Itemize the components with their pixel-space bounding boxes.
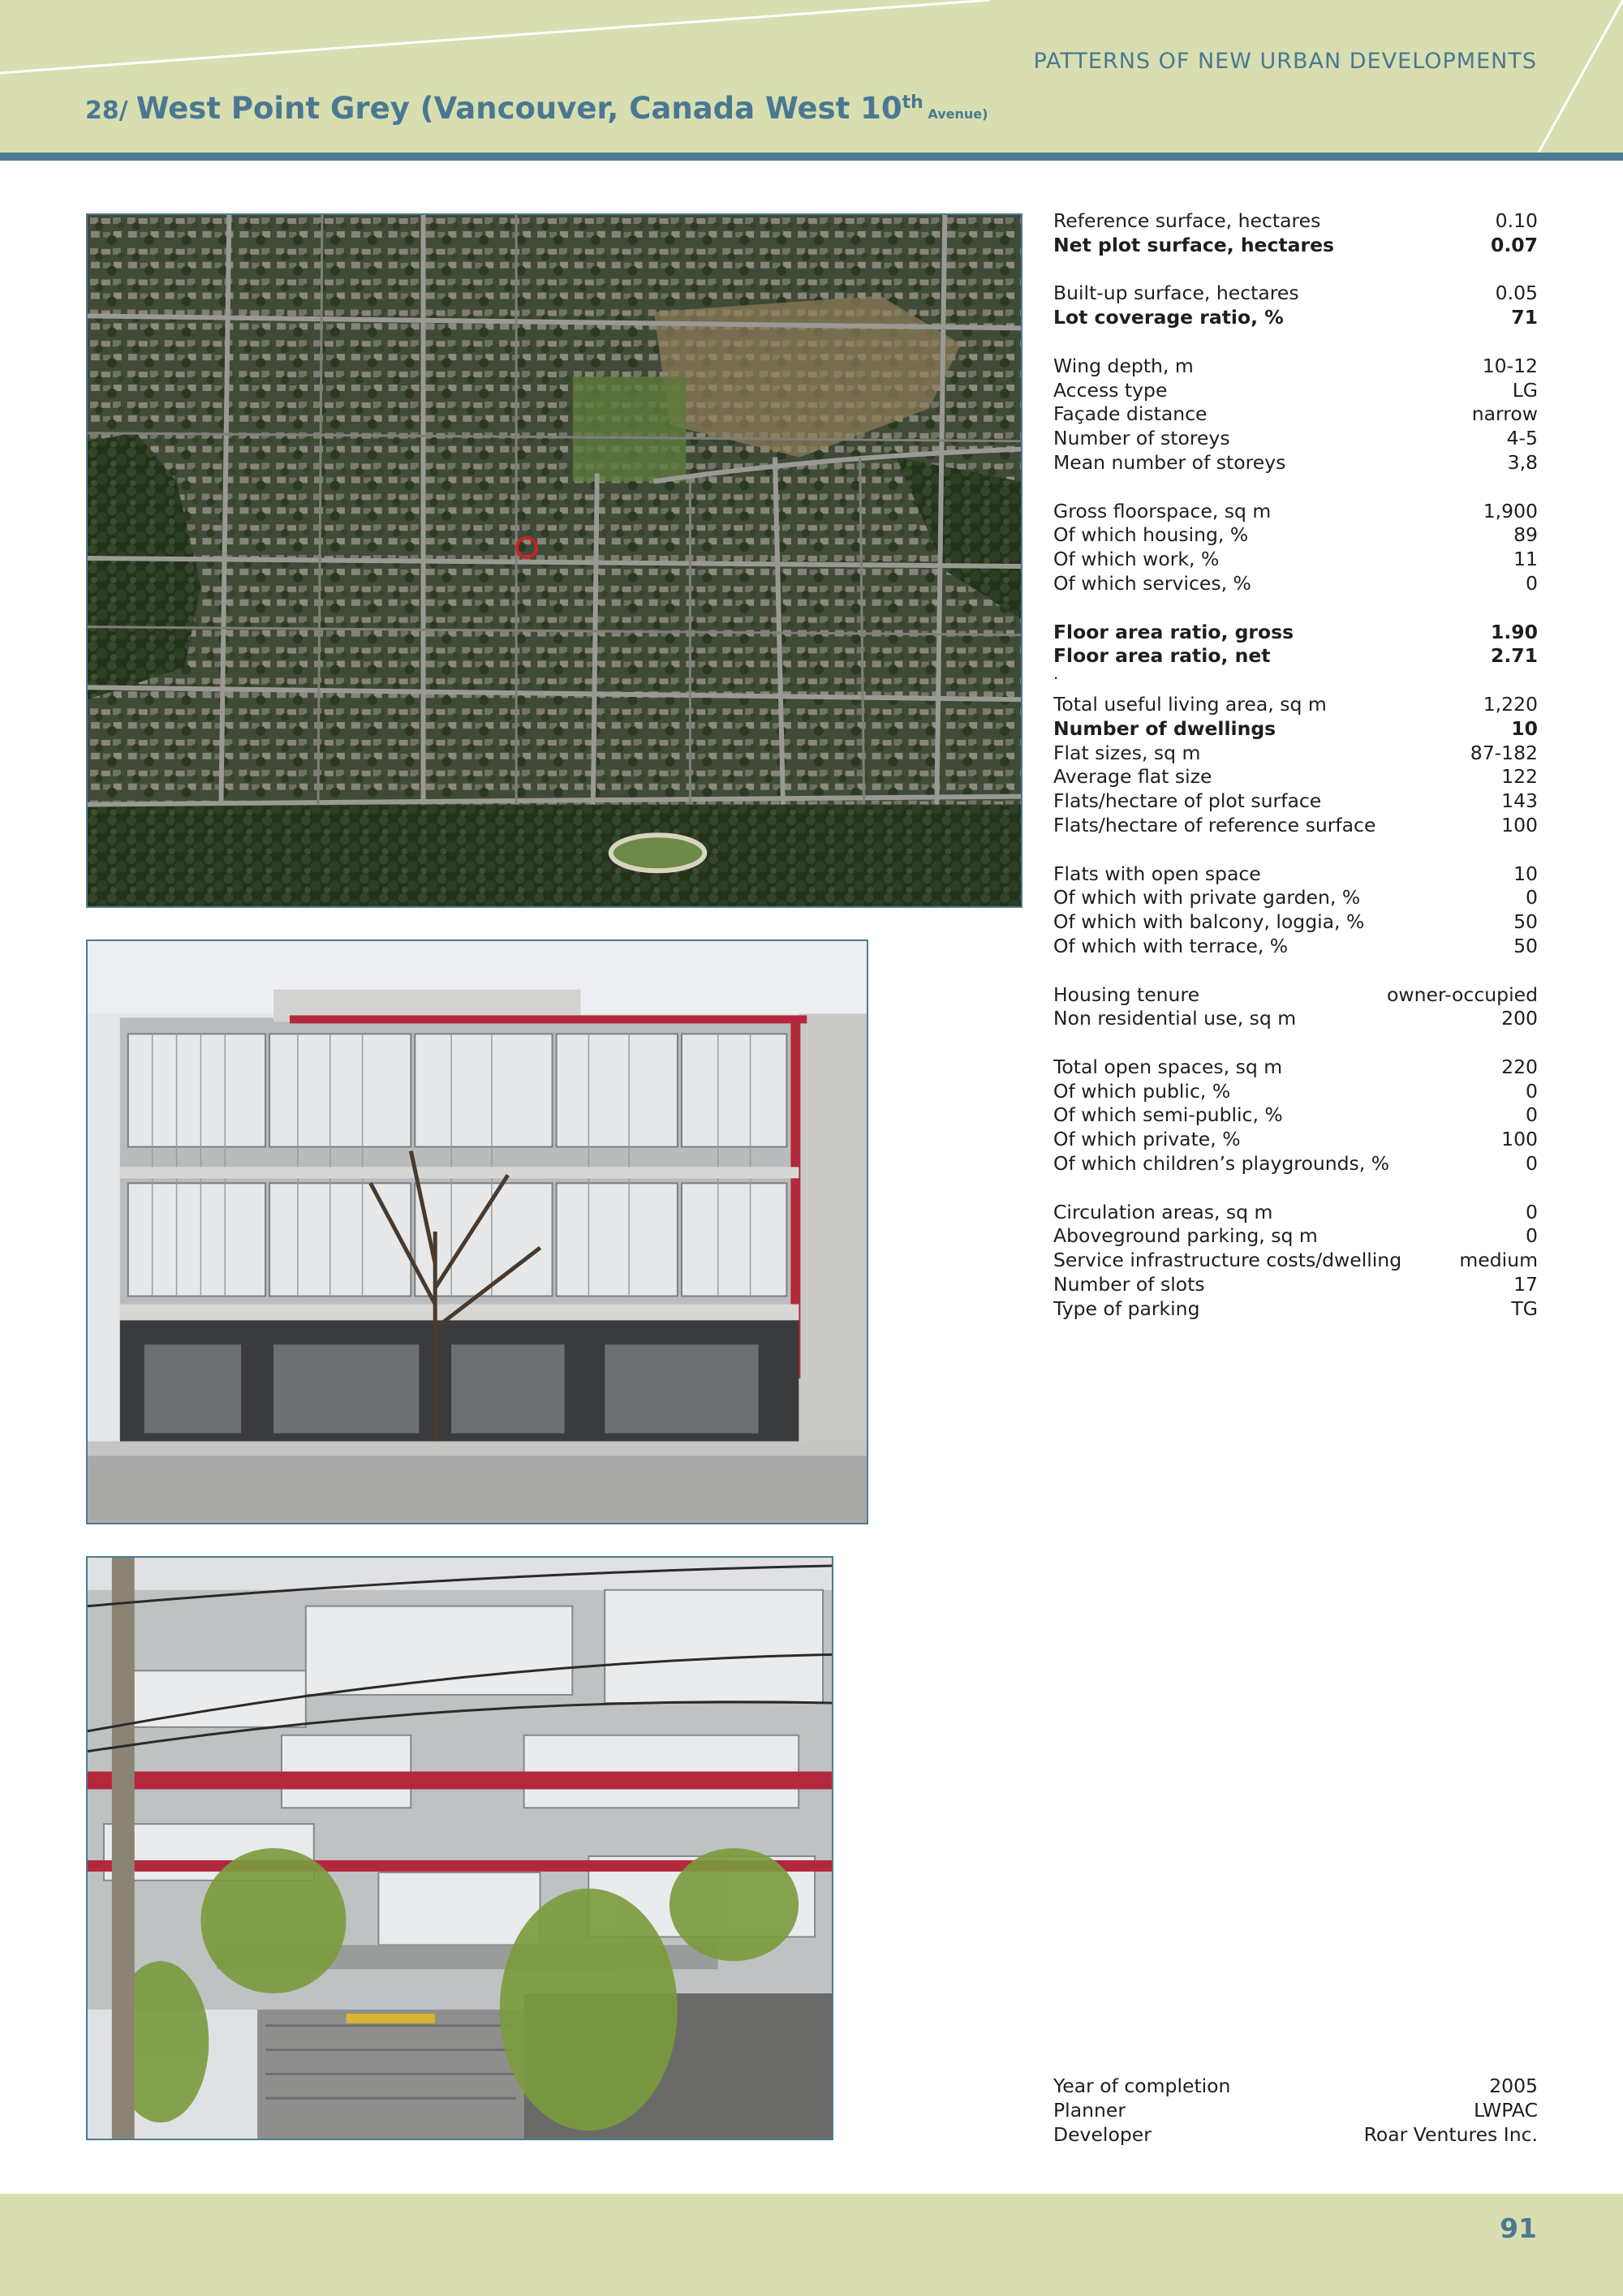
stat-value: 50: [1513, 910, 1538, 934]
stat-label: Of which with balcony, loggia, %: [1053, 910, 1365, 934]
stat-label: Floor area ratio, gross: [1053, 620, 1294, 643]
credit-label: Planner: [1053, 2098, 1126, 2122]
credit-value: LWPAC: [1474, 2098, 1538, 2122]
stat-value: TG: [1511, 1296, 1538, 1320]
stat-row-storeys: [1053, 427, 1538, 451]
stat-row-flats-open-space: [1053, 862, 1538, 887]
row-spacer: [1053, 1176, 1538, 1201]
stat-label: Aboveground parking, sq m: [1053, 1224, 1318, 1248]
stat-row-infrastructure-costs: [1053, 1249, 1538, 1273]
stat-label: Service infrastructure costs/dwelling: [1053, 1249, 1402, 1272]
stat-value: owner-occupied: [1387, 982, 1538, 1006]
stat-row-private: [1053, 1128, 1538, 1152]
stat-label: Housing tenure: [1053, 982, 1200, 1006]
stat-value: 11: [1513, 548, 1538, 571]
stat-value: 0.05: [1495, 282, 1538, 305]
stat-row-dwellings: [1053, 717, 1538, 742]
stat-label: Of which public, %: [1053, 1079, 1231, 1103]
stat-label: Number of dwellings: [1053, 716, 1276, 740]
stat-value: 10-12: [1482, 354, 1538, 377]
stat-value: 89: [1513, 523, 1538, 547]
stat-label: Non residential use, sq m: [1053, 1007, 1297, 1030]
stat-label: Of which semi-public, %: [1053, 1103, 1283, 1127]
stat-row-flats-reference: [1053, 814, 1538, 838]
credit-label: Year of completion: [1053, 2075, 1231, 2097]
stat-row-far-net: [1053, 644, 1538, 669]
stat-label: Total open spaces, sq m: [1053, 1055, 1283, 1078]
stat-row-wing-depth: [1053, 355, 1538, 379]
stat-row-flat-sizes: [1053, 742, 1538, 766]
credit-value: Roar Ventures Inc.: [1363, 2122, 1538, 2146]
title-main: West Point Grey (Vancouver, Canada West 10: [136, 91, 902, 126]
stat-value: 50: [1513, 934, 1538, 957]
project-credits: [1053, 2075, 1538, 2147]
stat-row-built-up: [1053, 282, 1538, 306]
stat-value: 87-182: [1470, 741, 1538, 764]
stat-value: 220: [1501, 1055, 1538, 1078]
stat-label: Access type: [1053, 378, 1168, 402]
row-spacer: [1053, 838, 1538, 862]
stat-row-net-plot: [1053, 234, 1538, 258]
credit-label: Developer: [1053, 2122, 1152, 2146]
stat-label: Mean number of storeys: [1053, 450, 1286, 474]
stat-row-work: [1053, 548, 1538, 572]
aerial-photo: [86, 213, 1022, 908]
aerial-photo-image: [88, 215, 1021, 906]
stat-row-average-flat: [1053, 765, 1538, 789]
stat-value: 0: [1526, 1224, 1538, 1248]
stat-row-semi-public: [1053, 1103, 1538, 1128]
stat-row-balcony: [1053, 910, 1538, 935]
stat-row-non-residential: [1053, 1007, 1538, 1031]
building-facade-image: [88, 941, 867, 1523]
stat-value: 0: [1526, 1103, 1538, 1127]
stat-value: 0: [1526, 571, 1538, 595]
stat-value: 122: [1501, 765, 1538, 789]
statistics-table: [1053, 209, 1538, 1322]
stat-row-tenure: [1053, 983, 1538, 1008]
stat-value: 1,220: [1483, 692, 1538, 716]
stat-value: 1.90: [1491, 620, 1538, 643]
stat-value: 10: [1513, 862, 1538, 885]
row-spacer: [1053, 596, 1538, 621]
stat-row-facade-distance: [1053, 402, 1538, 427]
stat-label: Total useful living area, sq m: [1053, 692, 1327, 716]
stat-label: Type of parking: [1053, 1296, 1200, 1320]
stat-row-open-spaces: [1053, 1056, 1538, 1080]
stat-label: Number of slots: [1053, 1273, 1205, 1296]
stat-label: Flats/hectare of reference surface: [1053, 813, 1376, 836]
stat-row-access-type: [1053, 379, 1538, 403]
stat-label: Façade distance: [1053, 402, 1208, 426]
stat-value: 0.10: [1495, 209, 1538, 232]
stat-label: Floor area ratio, net: [1053, 644, 1271, 668]
stat-row-playgrounds: [1053, 1152, 1538, 1176]
stat-row-circulation: [1053, 1201, 1538, 1225]
series-title: PATTERNS OF NEW URBAN DEVELOPMENTS: [1033, 49, 1537, 74]
stat-row-public: [1053, 1080, 1538, 1104]
stat-value: LG: [1512, 378, 1538, 402]
stat-row-aboveground-parking: [1053, 1224, 1538, 1249]
stat-row-parking-type: [1053, 1297, 1538, 1322]
stat-label: Of which with terrace, %: [1053, 934, 1289, 957]
stat-label: Built-up surface, hectares: [1053, 282, 1299, 305]
row-spacer: [1053, 475, 1538, 500]
stat-value: 17: [1513, 1273, 1538, 1296]
stat-label: Gross floorspace, sq m: [1053, 499, 1272, 522]
footer-band: [0, 2194, 1623, 2296]
header-rule: [0, 153, 1623, 161]
stat-label: Of which housing, %: [1053, 523, 1249, 547]
stat-label: Of which private, %: [1053, 1128, 1241, 1151]
stray-dot: .: [1053, 664, 1059, 684]
row-spacer: [1053, 959, 1538, 983]
stat-row-terrace: [1053, 935, 1538, 959]
stat-value: 2.71: [1491, 644, 1538, 668]
stat-label: Number of storeys: [1053, 427, 1230, 450]
stat-label: Wing depth, m: [1053, 354, 1194, 377]
stat-row-useful-living-area: [1053, 693, 1538, 717]
stat-value: 0: [1526, 1079, 1538, 1103]
credit-value: 2005: [1489, 2075, 1538, 2097]
stat-row-slots: [1053, 1273, 1538, 1297]
stat-value: 0: [1526, 1152, 1538, 1176]
chapter-number: 28/: [85, 97, 128, 125]
stat-row-flats-plot: [1053, 789, 1538, 814]
stat-label: Flats with open space: [1053, 862, 1261, 885]
stat-row-reference-surface: [1053, 209, 1538, 234]
row-spacer: [1053, 258, 1538, 282]
credit-row-developer: [1053, 2123, 1538, 2148]
stat-value: 3,8: [1507, 450, 1538, 474]
credit-row-planner: [1053, 2099, 1538, 2123]
stat-row-lot-coverage: [1053, 306, 1538, 330]
stat-row-private-garden: [1053, 886, 1538, 910]
stat-label: Flat sizes, sq m: [1053, 741, 1201, 764]
stat-label: Flats/hectare of plot surface: [1053, 789, 1322, 813]
stat-value: 4-5: [1506, 427, 1538, 450]
stat-row-gross-floorspace: [1053, 500, 1538, 524]
stat-value: narrow: [1471, 402, 1538, 426]
stat-value: 0: [1526, 1200, 1538, 1223]
stat-value: 71: [1511, 306, 1538, 329]
stat-label: Circulation areas, sq m: [1053, 1200, 1273, 1223]
building-facade-photo: [86, 939, 868, 1524]
stat-label: Of which work, %: [1053, 548, 1220, 571]
row-spacer: [1053, 1031, 1538, 1056]
header-decoration: [0, 0, 1623, 161]
stat-value: 0.07: [1491, 233, 1538, 256]
stat-label: Lot coverage ratio, %: [1053, 306, 1284, 329]
stat-value: 0: [1526, 886, 1538, 909]
stat-row-far-gross: [1053, 621, 1538, 645]
stat-value: 1,900: [1483, 499, 1538, 522]
stat-row-services: [1053, 572, 1538, 596]
stat-value: 143: [1501, 789, 1538, 813]
building-street-photo: [86, 1556, 833, 2140]
stat-label: Of which services, %: [1053, 571, 1251, 595]
row-spacer: [1053, 330, 1538, 355]
title-superscript: th: [902, 92, 923, 113]
stat-label: Reference surface, hectares: [1053, 209, 1321, 232]
page-number: 91: [1500, 2212, 1537, 2244]
building-street-image: [88, 1558, 832, 2139]
stat-label: Of which with private garden, %: [1053, 886, 1361, 909]
stat-label: Of which children’s playgrounds, %: [1053, 1152, 1390, 1176]
stat-value: medium: [1459, 1249, 1538, 1272]
stat-value: 10: [1511, 716, 1538, 740]
stat-value: 100: [1501, 813, 1538, 836]
stat-row-housing: [1053, 523, 1538, 548]
stat-label: Net plot surface, hectares: [1053, 233, 1335, 256]
title-end: Avenue): [923, 106, 988, 122]
page-title: [85, 91, 988, 126]
stat-value: 200: [1501, 1007, 1538, 1030]
stat-row-mean-storeys: [1053, 451, 1538, 475]
stat-value: 100: [1501, 1128, 1538, 1151]
stat-label: Average flat size: [1053, 765, 1212, 789]
credit-row-year: [1053, 2075, 1538, 2099]
